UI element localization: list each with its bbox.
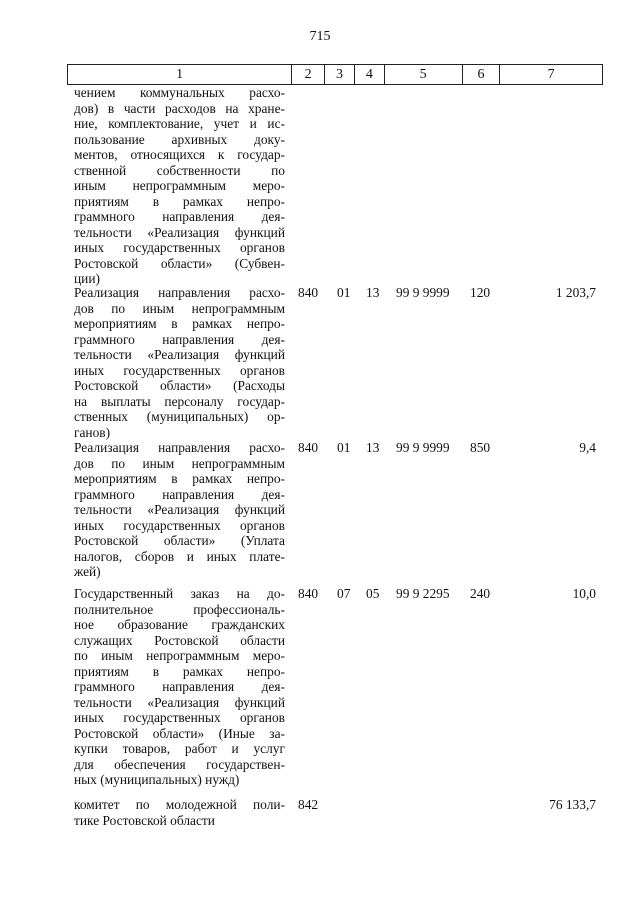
- code-ministry: 842: [298, 797, 319, 812]
- description-line: ственной собственности по: [74, 162, 285, 178]
- column-header-3: 3: [325, 65, 355, 84]
- column-header-4: 4: [355, 65, 385, 84]
- description-line: Ростовской области» (Уплата: [74, 533, 285, 548]
- code-ministry: 840: [298, 285, 319, 300]
- description-line: ственных (муниципальных) ор-: [74, 409, 285, 424]
- description-line: Ростовской области» (Субвен-: [74, 255, 285, 271]
- code-target-article: 99 9 9999: [396, 285, 450, 300]
- amount: 10,0: [572, 586, 596, 601]
- description-line: иных государственных органов: [74, 240, 285, 255]
- column-header-5: 5: [385, 65, 463, 84]
- description-line: иным непрограммным меро-: [74, 178, 285, 193]
- description-line: дов) в части расходов на хране-: [74, 100, 285, 116]
- code-section: 07: [337, 586, 351, 601]
- description-line: Реализация направления расхо-: [74, 440, 285, 455]
- description-line: приятиям в рамках непро-: [74, 663, 285, 679]
- code-target-article: 99 9 2295: [396, 586, 450, 601]
- description-line: мероприятиям в рамках непро-: [74, 471, 285, 486]
- code-expense-type: 120: [470, 285, 491, 300]
- code-subsection: 05: [366, 586, 380, 601]
- description-line: тельности «Реализация функций: [74, 347, 285, 362]
- column-header-2: 2: [292, 65, 325, 84]
- code-ministry: 840: [298, 586, 319, 601]
- description-line: жей): [74, 564, 101, 579]
- description-line: тельности «Реализация функций: [74, 694, 285, 710]
- code-section: 01: [337, 440, 351, 455]
- row-description: [74, 586, 285, 788]
- description-line: тельности «Реализация функций: [74, 224, 285, 240]
- column-header-7: 7: [547, 67, 555, 82]
- description-line: чением коммунальных расхо-: [74, 85, 285, 100]
- description-line: ганов): [74, 424, 111, 440]
- description-line: пользование архивных доку-: [74, 131, 285, 147]
- description-line: граммного направления дея-: [74, 679, 285, 694]
- row-description: [74, 285, 285, 440]
- code-subsection: 13: [366, 440, 380, 455]
- description-line: Ростовской области» (Расходы: [74, 378, 285, 393]
- description-line: дов по иным непрограммным: [74, 455, 285, 471]
- description-line: мероприятиям в рамках непро-: [74, 316, 285, 331]
- description-line: по иным непрограммным меро-: [74, 648, 285, 663]
- description-line: Ростовской области» (Иные за-: [74, 725, 285, 741]
- code-subsection: 13: [366, 285, 380, 300]
- description-line: Государственный заказ на до-: [74, 586, 285, 601]
- column-header-6: 6: [463, 65, 501, 84]
- description-line: ние, комплектование, учет и ис-: [74, 116, 285, 131]
- description-line: иных государственных органов: [74, 517, 285, 533]
- row-description: [74, 85, 285, 287]
- column-header-1: 1: [68, 65, 292, 84]
- description-line: ное образование гражданских: [74, 617, 285, 632]
- page-number: 715: [309, 29, 331, 44]
- description-line: налогов, сборов и иных плате-: [74, 548, 285, 564]
- description-line: граммного направления дея-: [74, 331, 285, 347]
- description-line: служащих Ростовской области: [74, 632, 285, 648]
- code-ministry: 840: [298, 440, 319, 455]
- row-description: [74, 797, 285, 828]
- description-line: для обеспечения государствен-: [74, 756, 285, 772]
- code-section: 01: [337, 285, 351, 300]
- description-line: граммного направления дея-: [74, 209, 285, 224]
- row-description: [74, 440, 285, 580]
- description-line: комитет по молодежной поли-: [74, 797, 285, 812]
- description-line: ментов, относящихся к государ-: [74, 147, 285, 162]
- description-line: граммного направления дея-: [74, 486, 285, 502]
- description-line: купки товаров, работ и услуг: [74, 741, 285, 756]
- description-line: Реализация направления расхо-: [74, 285, 285, 300]
- description-line: приятиям в рамках непро-: [74, 193, 285, 209]
- description-line: полнительное профессиональ-: [74, 601, 285, 617]
- description-line: на выплаты персоналу государ-: [74, 393, 285, 409]
- code-expense-type: 240: [470, 586, 491, 601]
- description-line: ции): [74, 271, 100, 286]
- table-header: [67, 64, 603, 85]
- description-line: дов по иным непрограммным: [74, 300, 285, 316]
- description-line: ных (муниципальных) нужд): [74, 772, 240, 787]
- amount: 1 203,7: [555, 285, 596, 300]
- amount: 9,4: [579, 440, 596, 455]
- description-line: тике Ростовской области: [74, 812, 215, 828]
- description-line: иных государственных органов: [74, 362, 285, 378]
- code-expense-type: 850: [470, 440, 491, 455]
- code-target-article: 99 9 9999: [396, 440, 450, 455]
- description-line: тельности «Реализация функций: [74, 502, 285, 517]
- amount: 76 133,7: [549, 797, 596, 812]
- description-line: иных государственных органов: [74, 710, 285, 725]
